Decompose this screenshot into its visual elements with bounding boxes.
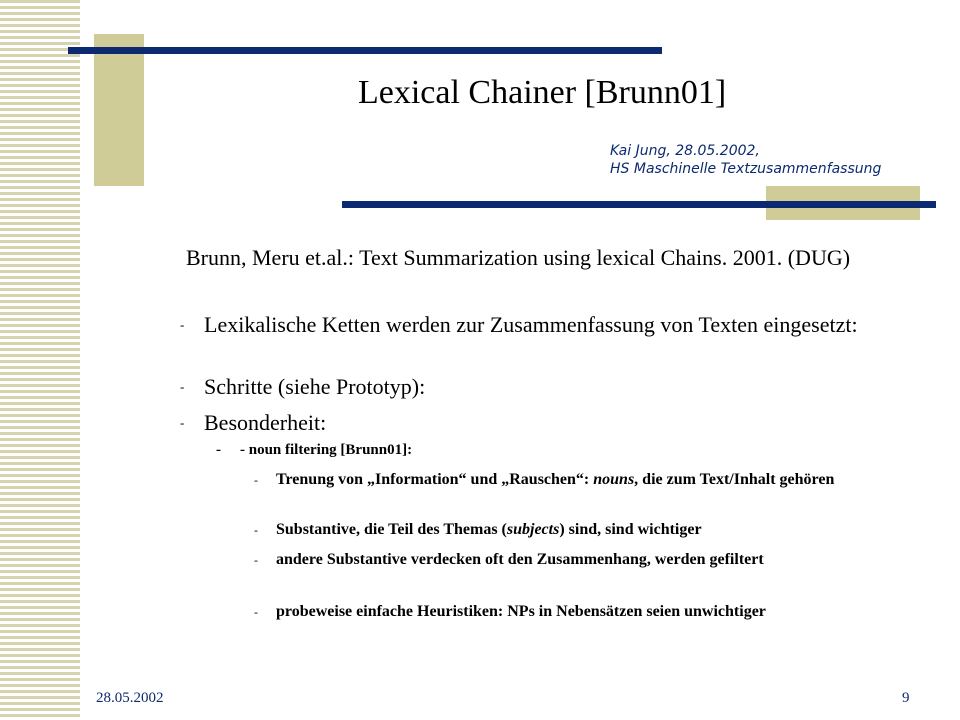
slide-title: Lexical Chainer [Brunn01] bbox=[358, 74, 727, 111]
sub-bullet-dash: - bbox=[216, 442, 221, 458]
bullet-text-post: , die zum Text/Inhalt gehören bbox=[634, 471, 835, 488]
sub-sub-bullet-item bbox=[254, 602, 866, 622]
author-info bbox=[610, 142, 881, 178]
bullet-item bbox=[180, 312, 904, 338]
bullet-item bbox=[180, 374, 904, 400]
bullet-item bbox=[180, 410, 904, 436]
sub-bullet-text: - noun filtering [Brunn01]: bbox=[240, 442, 413, 458]
bullet-text: andere Substantive verdecken oft den Zusammenhang, werden gefiltert bbox=[276, 551, 764, 568]
left-stripe-decoration bbox=[0, 0, 80, 720]
tan-block-top-left bbox=[94, 34, 144, 186]
author-line-1: Kai Jung, 28.05.2002, bbox=[610, 143, 760, 159]
bullet-text: probeweise einfache Heuristiken: NPs in Nebensätzen seien unwichtiger bbox=[276, 603, 766, 620]
footer-date: 28.05.2002 bbox=[96, 690, 164, 706]
bullet-dash: - bbox=[180, 317, 185, 332]
bullet-text: Lexikalische Ketten werden zur Zusammenfassung von Texten eingesetzt: bbox=[204, 312, 858, 337]
sub-sub-bullet-item bbox=[254, 470, 866, 490]
title-bar-bottom bbox=[342, 201, 936, 208]
sub-bullet-item bbox=[216, 440, 880, 460]
bullet-dash: - bbox=[180, 379, 185, 394]
page-number: 9 bbox=[902, 690, 910, 706]
author-line-2: HS Maschinelle Textzusammenfassung bbox=[610, 161, 882, 177]
bullet-text-emphasis: nouns bbox=[593, 471, 635, 488]
sub-sub-bullet-dash: - bbox=[254, 473, 258, 487]
intro-reference: Brunn, Meru et.al.: Text Summarization using lexical Chains. 2001. (DUG) bbox=[186, 245, 851, 270]
title-bar-top bbox=[68, 47, 662, 54]
bullet-text: Schritte (siehe Prototyp): bbox=[204, 374, 426, 399]
bullet-text: Besonderheit: bbox=[204, 410, 327, 435]
sub-sub-bullet-dash: - bbox=[254, 605, 258, 619]
bullet-text-pre: Trenung von „Information“ und „Rauschen“: bbox=[276, 471, 594, 488]
sub-sub-bullet-dash: - bbox=[254, 553, 258, 567]
sub-sub-bullet-item bbox=[254, 520, 866, 540]
bullet-text-post: ) sind, sind wichtiger bbox=[559, 521, 702, 538]
sub-sub-bullet-item bbox=[254, 550, 866, 570]
bullet-dash: - bbox=[180, 415, 185, 430]
bullet-text-pre: Substantive, die Teil des Themas ( bbox=[276, 521, 507, 538]
bullet-text-emphasis: subjects bbox=[506, 521, 560, 538]
sub-sub-bullet-dash: - bbox=[254, 523, 258, 537]
